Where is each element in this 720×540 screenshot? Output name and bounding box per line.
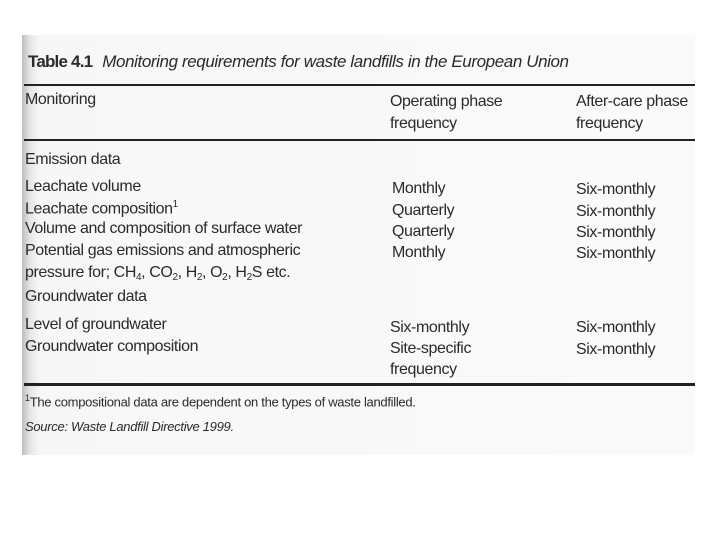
- row-label: Potential gas emissions and atmospheric: [25, 242, 301, 259]
- row-operating: Quarterly: [392, 202, 455, 219]
- section-emission-data: Emission data: [25, 151, 121, 168]
- row-label: Volume and composition of surface water: [25, 220, 303, 237]
- row-operating: Six-monthly: [390, 319, 470, 336]
- header-rule: [24, 139, 695, 141]
- footnote: $^1$The compositional data are dependent on the types of waste landfilled.: [25, 393, 416, 410]
- header-aftercare-2: frequency: [576, 115, 643, 132]
- row-aftercare: Six-monthly: [576, 319, 656, 336]
- row-aftercare: Six-monthly: [576, 245, 656, 262]
- row-label: Leachate composition$^1$: [25, 199, 178, 218]
- row-aftercare: Six-monthly: [576, 224, 656, 241]
- table-number: Table 4.1: [28, 52, 93, 71]
- row-operating: Monthly: [392, 244, 446, 261]
- row-label: Groundwater composition: [25, 338, 199, 355]
- header-operating-2: frequency: [390, 115, 457, 132]
- row-operating: Monthly: [392, 180, 446, 197]
- row-aftercare: Six-monthly: [576, 203, 656, 220]
- row-operating-continued: frequency: [390, 361, 457, 378]
- footnote-ref: 1: [172, 199, 178, 210]
- table-caption: [28, 52, 569, 72]
- header-aftercare-1: After-care phase: [576, 93, 688, 110]
- row-label: Leachate volume: [25, 178, 141, 195]
- header-monitoring: Monitoring: [25, 91, 96, 108]
- source-note: Source: Waste Landfill Directive 1999.: [25, 419, 234, 434]
- bottom-rule: [24, 383, 695, 386]
- row-aftercare: Six-monthly: [576, 341, 656, 358]
- top-rule: [24, 84, 695, 86]
- row-aftercare: Six-monthly: [576, 181, 656, 198]
- row-operating: Quarterly: [392, 223, 455, 240]
- header-operating-1: Operating phase: [390, 93, 503, 110]
- row-operating: Site-specific: [390, 340, 472, 357]
- row-label-continued: pressure for; $CH_4$, $CO_2$, $H_2$, $O_2$, $H_2S$ etc.: [25, 264, 291, 283]
- row-label: Level of groundwater: [25, 316, 167, 333]
- section-groundwater-data: Groundwater data: [25, 288, 147, 305]
- table-title: Monitoring requirements for waste landfills in the European Union: [102, 52, 569, 71]
